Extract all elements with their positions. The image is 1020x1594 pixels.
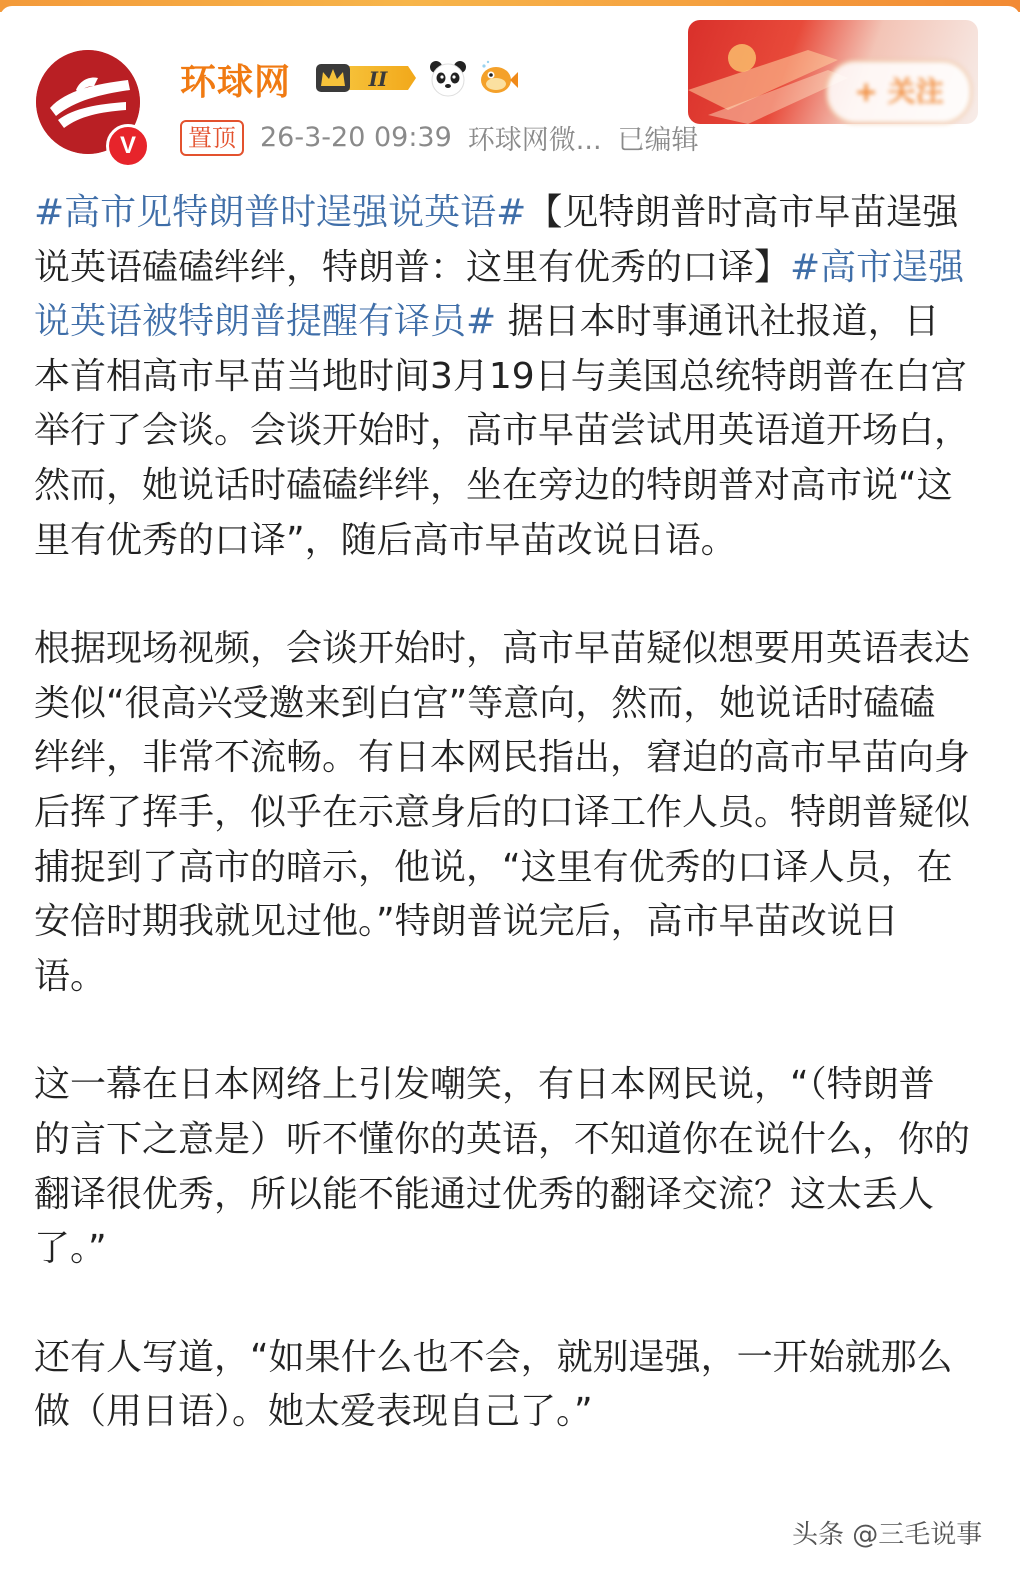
pinned-badge: 置顶 xyxy=(180,120,244,156)
hashtag-link[interactable]: #高市见特朗普时逞强说英语# xyxy=(34,192,527,233)
post-paragraph-3: 这一幕在日本网络上引发嘲笑，有日本网民说，“（特朗普的言下之意是）听不懂你的英语，不知道你在说什么，你的翻译很优秀，所以能不能通过优秀的翻译交流？这太丢人了。” xyxy=(34,1064,971,1270)
crown-icon[interactable] xyxy=(314,60,418,96)
user-badges xyxy=(314,58,518,98)
source-watermark: 头条 @三毛说事 xyxy=(792,1520,983,1550)
edited-label[interactable]: 已编辑 xyxy=(617,125,699,156)
pufferfish-icon[interactable] xyxy=(478,58,518,98)
follow-button[interactable]: + 关注 xyxy=(826,60,972,124)
top-orange-strip xyxy=(0,0,1020,12)
level-text: II xyxy=(368,67,388,91)
hashtag-link[interactable]: #高市逞强说英语被特朗普提醒有译员# xyxy=(34,246,965,343)
username[interactable]: 环球网 xyxy=(180,62,292,103)
post-content xyxy=(34,186,970,1494)
panda-icon[interactable] xyxy=(428,58,468,98)
post-text: 据日本时事通讯社报道，日本首相高市早苗当地时间3月19日与美国总统特朗普在白宫举行了会谈。会谈开始时，高市早苗尝试用英语道开场白，然而，她说话时磕磕绊绊，坐在旁边的特朗普对高市说“这里有优秀的口译”，随后高市早苗改说日语。 xyxy=(34,301,971,561)
post-text: 【见特朗普时高市早苗逞强说英语磕磕绊绊，特朗普：这里有优秀的口译】 xyxy=(34,192,959,288)
post-paragraph-4: 还有人写道，“如果什么也不会，就别逞强，一开始就那么做（用日语）。她太爱表现自己了。” xyxy=(34,1336,953,1433)
post-paragraph-2: 根据现场视频，会谈开始时，高市早苗疑似想要用英语表达类似“很高兴受邀来到白宫”等意向，然而，她说话时磕磕绊绊，非常不流畅。有日本网民指出，窘迫的高市早苗向身后挥了挥手，似乎在示意身后的口译工作人员。特朗普疑似捕捉到了高市的暗示，他说，“这里有优秀的口译人员，在安倍时期我就见过他。”特朗普说完后，高市早苗改说日语。 xyxy=(34,628,971,997)
post-timestamp: 26-3-20 09:39 xyxy=(260,122,452,153)
verified-badge-icon: V xyxy=(106,124,150,168)
post-source[interactable]: 环球网微... xyxy=(467,125,602,156)
post-paragraph-1 xyxy=(34,186,970,568)
post-meta xyxy=(180,118,699,157)
